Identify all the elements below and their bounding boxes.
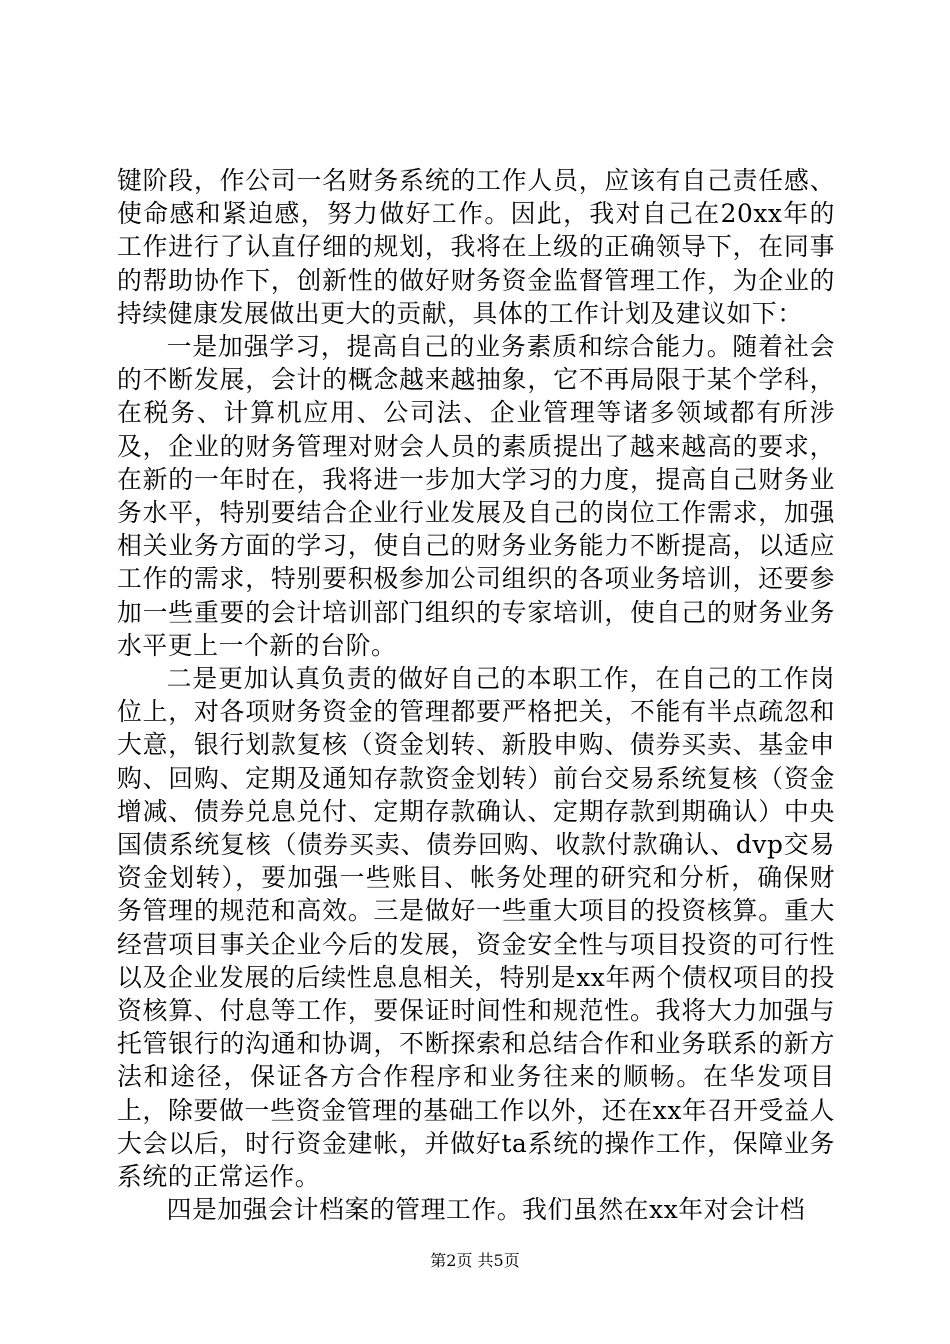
paragraph-archives: 四是加强会计档案的管理工作。我们虽然在xx年对会计档	[166, 1195, 806, 1225]
document-body	[117, 164, 835, 1227]
paragraph-duties: 二是更加认真负责的做好自己的本职工作，在自己的工作岗位上，对各项财务资金的管理都要严格把关，不能有半点疏忽和大意，银行划款复核（资金划转、新股申购、债券买卖、基金申购、回购、定期及通知存款资金划转）前台交易系统复核（资金增减、债券兑息兑付、定期存款确认、定期存款到期确认）中央国债系统复核（债券买卖、债券回购、收款付款确认、dvp交易资金划转），要加强一些账目、帐务处理的研究和分析，确保财务管理的规范和高效。三是做好一些重大项目的投资核算。重大经营项目事关企业今后的发展，资金安全性与项目投资的可行性以及企业发展的后续性息息相关，特别是xx年两个债权项目的投资核算、付息等工作，要保证时间性和规范性。我将大力加强与托管银行的沟通和协调，不断探索和总结合作和业务联系的新方法和途径，保证各方合作程序和业务往来的顺畅。在华发项目上，除要做一些资金管理的基础工作以外，还在xx年召开受益人大会以后，时行资金建帐，并做好ta系统的操作工作，保障业务系统的正常运作。	[117, 664, 835, 1192]
paragraph-study: 一是加强学习，提高自己的业务素质和综合能力。随着社会的不断发展，会计的概念越来越抽象，它不再局限于某个学科，在税务、计算机应用、公司法、企业管理等诸多领域都有所涉及，企业的财务管理对财会人员的素质提出了越来越高的要求，在新的一年时在，我将进一步加大学习的力度，提高自己财务业务水平，特别要结合企业行业发展及自己的岗位工作需求，加强相关业务方面的学习，使自己的财务业务能力不断提高，以适应工作的需求，特别要积极参加公司组织的各项业务培训，还要参加一些重要的会计培训部门组织的专家培训，使自己的财务业务水平更上一个新的台阶。	[117, 332, 835, 660]
paragraph-continuation: 键阶段，作公司一名财务系统的工作人员，应该有自己责任感、使命感和紧迫感，努力做好工作。因此，我对自己在20xx年的工作进行了认直仔细的规划，我将在上级的正确领导下，在同事的帮助协作下，创新性的做好财务资金监督管理工作，为企业的持续健康发展做出更大的贡献，具体的工作计划及建议如下：	[117, 166, 835, 328]
page-footer: 第2页 共5页	[430, 1251, 520, 1270]
